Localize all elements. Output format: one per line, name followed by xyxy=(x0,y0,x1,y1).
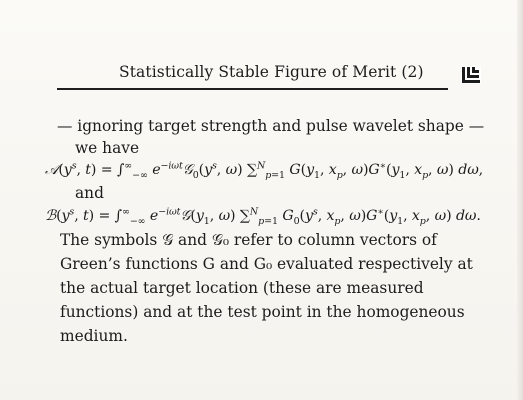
equation-a: $𝒜(y^s$, $t) = \int^\infty_{-\infty}$ $e^{-i\omega t}𝒢_0(y^s$, ω) ∑$^N_{p=1}$ $G(y_1$, $x_p$, $\omega)G^∗(y_1$, $x_p$, ω) dω, xyxy=(45,160,484,181)
page-edge xyxy=(517,0,523,400)
paragraph-line-1: The symbols 𝒢 and 𝒢₀ refer to column vectors of xyxy=(60,231,437,249)
intro-line: — ignoring target strength and pulse wavelet shape — xyxy=(57,117,485,135)
and-line: and xyxy=(75,184,104,202)
paragraph-line-4: functions) and at the test point in the homogeneous xyxy=(60,303,465,321)
paragraph-line-2: Green’s functions G and G₀ evaluated respectively at xyxy=(60,255,473,273)
equation-b: $ℬ(y^s$, $t) = \int^\infty_{-\infty}$ $e^{-i\omega t}𝒢(y_1$, ω) ∑$^N_{p=1}$ $G_0(y^s$, $x_p$, $\omega)G^∗(y_1$, $x_p$, ω) dω. xyxy=(45,206,481,227)
paragraph-line-3: the actual target location (these are measured xyxy=(60,279,424,297)
lab-logo-icon xyxy=(461,66,481,84)
title-rule xyxy=(57,88,448,90)
slide-title: Statistically Stable Figure of Merit (2) xyxy=(119,63,424,81)
we-have-line: we have xyxy=(75,139,140,157)
paragraph-line-5: medium. xyxy=(60,327,128,345)
